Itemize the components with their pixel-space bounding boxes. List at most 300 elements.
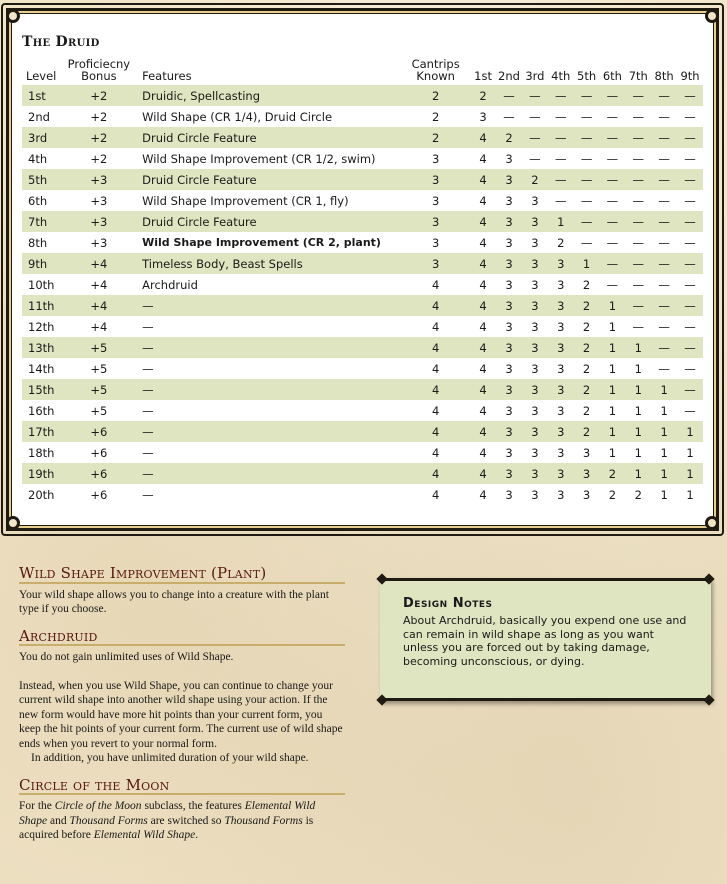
cell-spell-slot: 3: [505, 277, 513, 292]
cell-spell-slot: 3: [505, 361, 513, 376]
cell-spell-slot: —: [677, 295, 703, 316]
cell-spell-slot: 4: [470, 337, 496, 358]
cell-spell-slot: —: [548, 85, 574, 106]
cell-spell-slot: —: [651, 211, 677, 232]
cell-spell-slot: 4: [470, 127, 496, 148]
section-heading-archdruid: Archdruid: [19, 629, 345, 647]
cell-cantrips: 4: [401, 295, 470, 316]
cell-spell-slot: —: [677, 379, 703, 400]
cell-spell-slot: 3: [557, 361, 565, 376]
cell-spell-slot: 3: [505, 235, 513, 250]
cell-level: 18th: [28, 445, 55, 460]
cell-spell-slot: —: [651, 169, 677, 190]
cell-level: 17th: [22, 421, 66, 442]
cell-level: 15th: [22, 379, 66, 400]
cell-cantrips: 3: [401, 211, 470, 232]
cell-proficiency: +5: [66, 337, 133, 358]
cell-spell-slot: 3: [522, 253, 548, 274]
cell-spell-slot: 3: [531, 487, 539, 502]
cell-spell-slot: 3: [531, 193, 539, 208]
cell-spell-slot: 1: [634, 361, 642, 376]
cell-spell-slot: —: [600, 127, 626, 148]
cell-features: —: [132, 337, 401, 358]
cell-spell-slot: —: [554, 193, 567, 208]
cell-spell-slot: 1: [651, 379, 677, 400]
header-slot: 9th: [680, 69, 700, 83]
cell-features: Wild Shape Improvement (CR 2, plant): [142, 236, 381, 249]
cell-proficiency: +6: [66, 463, 133, 484]
cell-spell-slot: —: [684, 361, 696, 376]
cell-spell-slot: 1: [634, 445, 642, 460]
cell-spell-slot: —: [606, 235, 619, 250]
cell-spell-slot: —: [658, 151, 670, 166]
cell-spell-slot: 3: [496, 169, 522, 190]
note-border-ornament: [376, 694, 387, 705]
table-row: [22, 169, 703, 190]
cell-spell-slot: —: [684, 319, 696, 334]
cell-features: Druid Circle Feature: [132, 169, 401, 190]
cell-level: 13th: [22, 337, 66, 358]
cell-cantrips: 4: [432, 361, 440, 376]
cell-spell-slot: —: [529, 151, 541, 166]
cell-features: Wild Shape Improvement (CR 1/2, swim): [142, 151, 376, 166]
cell-spell-slot: 3: [496, 337, 522, 358]
cell-proficiency: +5: [90, 361, 108, 376]
cell-spell-slot: 3: [522, 379, 548, 400]
cell-spell-slot: 4: [479, 235, 487, 250]
archdruid-paragraph-1: You do not gain unlimited uses of Wild Shape.: [19, 651, 234, 663]
cell-spell-slot: 1: [608, 361, 617, 376]
cell-spell-slot: 3: [531, 403, 539, 418]
italic-run: Circle of the Moon: [54, 800, 142, 812]
cell-proficiency: +2: [90, 151, 108, 166]
cell-spell-slot: 3: [522, 337, 548, 358]
cell-spell-slot: 3: [582, 445, 591, 460]
cell-spell-slot: 4: [470, 463, 496, 484]
circle-of-the-moon-paragraph: [19, 799, 345, 843]
cell-spell-slot: 3: [557, 445, 565, 460]
cell-spell-slot: 3: [496, 379, 522, 400]
cell-spell-slot: —: [522, 85, 548, 106]
header-cantrips-top: Cantrips: [411, 57, 460, 71]
cell-spell-slot: —: [632, 277, 645, 292]
cell-cantrips: 4: [432, 403, 440, 418]
cell-spell-slot: 3: [505, 151, 513, 166]
cell-proficiency: +3: [66, 169, 133, 190]
cell-spell-slot: 1: [660, 487, 668, 502]
table-row: [22, 442, 703, 463]
cell-spell-slot: —: [600, 211, 626, 232]
cell-spell-slot: 3: [548, 421, 574, 442]
header-slot: 8th: [654, 69, 674, 83]
cell-spell-slot: 4: [479, 277, 487, 292]
cell-spell-slot: 4: [479, 487, 487, 502]
cell-spell-slot: 3: [522, 463, 548, 484]
cell-spell-slot: 3: [557, 487, 565, 502]
cell-spell-slot: 3: [522, 211, 548, 232]
cell-cantrips: 3: [401, 169, 470, 190]
cell-spell-slot: 2: [582, 403, 591, 418]
cell-spell-slot: —: [684, 151, 696, 166]
cell-proficiency: +6: [90, 445, 108, 460]
cell-spell-slot: 4: [470, 295, 496, 316]
italic-run: Thousand Forms: [224, 814, 303, 827]
cell-spell-slot: —: [684, 193, 696, 208]
frame-corner-ornament: [6, 9, 20, 23]
cell-cantrips: 3: [432, 235, 440, 250]
cell-features: —: [132, 379, 401, 400]
cell-spell-slot: 3: [496, 463, 522, 484]
cell-spell-slot: 3: [531, 319, 539, 334]
table-row: [22, 127, 703, 148]
cell-spell-slot: 2: [470, 85, 496, 106]
cell-spell-slot: 2: [557, 235, 565, 250]
cell-level: 16th: [28, 403, 55, 418]
cell-spell-slot: 4: [479, 445, 487, 460]
header-level: Level: [26, 69, 57, 83]
cell-spell-slot: —: [632, 151, 645, 166]
cell-spell-slot: —: [625, 85, 651, 106]
header-features: Features: [142, 69, 192, 83]
header-slot: 2nd: [498, 69, 520, 83]
cell-spell-slot: 3: [548, 253, 574, 274]
header-slot: 4th: [551, 69, 571, 83]
cell-spell-slot: 4: [479, 193, 487, 208]
cell-spell-slot: —: [574, 211, 600, 232]
table-row: [22, 148, 703, 169]
cell-spell-slot: 2: [574, 295, 600, 316]
druid-class-table: [22, 58, 703, 505]
cell-spell-slot: —: [651, 295, 677, 316]
cell-features: Druid Circle Feature: [132, 211, 401, 232]
cell-features: Druidic, Spellcasting: [132, 85, 401, 106]
table-row: [22, 484, 703, 505]
header-slot: 7th: [628, 69, 648, 83]
cell-spell-slot: —: [496, 85, 522, 106]
text-run: For the: [19, 800, 55, 812]
cell-spell-slot: 1: [600, 337, 626, 358]
table-row: [22, 232, 703, 253]
cell-spell-slot: 3: [496, 295, 522, 316]
cell-spell-slot: —: [548, 127, 574, 148]
cell-spell-slot: —: [677, 211, 703, 232]
italic-run: Elemental Wild Shape: [93, 829, 196, 841]
cell-features: —: [142, 403, 154, 418]
cell-spell-slot: 3: [557, 319, 565, 334]
wild-shape-paragraph: Your wild shape allows you to change into a creature with the plant type if you choose.: [19, 588, 329, 615]
cell-cantrips: 2: [432, 109, 440, 124]
cell-spell-slot: 1: [651, 421, 677, 442]
cell-proficiency: +6: [90, 487, 108, 502]
table-row: [22, 463, 703, 484]
cell-spell-slot: 3: [522, 421, 548, 442]
cell-level: 2nd: [28, 109, 50, 124]
cell-spell-slot: —: [522, 127, 548, 148]
section-heading-circle-of-the-moon: Circle of the Moon: [19, 778, 345, 796]
cell-spell-slot: —: [554, 109, 567, 124]
cell-spell-slot: —: [548, 169, 574, 190]
cell-spell-slot: 2: [574, 337, 600, 358]
italic-run: Thousand Forms: [69, 814, 148, 827]
cell-spell-slot: —: [529, 109, 541, 124]
cell-spell-slot: 1: [660, 403, 668, 418]
cell-spell-slot: 4: [479, 319, 487, 334]
cell-spell-slot: 2: [600, 463, 626, 484]
cell-level: 11th: [22, 295, 66, 316]
italic-run: Elemental Wild Shape: [19, 800, 316, 827]
note-border-ornament: [376, 573, 387, 584]
cell-cantrips: 3: [401, 253, 470, 274]
cell-spell-slot: 4: [470, 421, 496, 442]
cell-features: Wild Shape Improvement (CR 1, fly): [142, 193, 349, 208]
cell-spell-slot: —: [580, 193, 593, 208]
table-row: [22, 274, 703, 295]
cell-spell-slot: —: [580, 151, 593, 166]
table-row: [22, 358, 703, 379]
cell-spell-slot: —: [632, 319, 645, 334]
cell-spell-slot: 1: [548, 211, 574, 232]
cell-spell-slot: —: [625, 253, 651, 274]
cell-spell-slot: —: [684, 235, 696, 250]
cell-spell-slot: 4: [470, 211, 496, 232]
cell-spell-slot: 3: [531, 445, 539, 460]
cell-spell-slot: —: [658, 319, 670, 334]
cell-spell-slot: 3: [557, 403, 565, 418]
table-row: [22, 190, 703, 211]
cell-features: Archdruid: [142, 277, 198, 292]
cell-spell-slot: 1: [651, 463, 677, 484]
cell-spell-slot: 2: [634, 487, 642, 502]
cell-spell-slot: 1: [625, 379, 651, 400]
cell-cantrips: 2: [401, 85, 470, 106]
design-notes-body: About Archdruid, basically you expend one use and can remain in wild shape as long as you want unless you are forced out by taking damage, becoming unconscious, or dying.: [403, 614, 687, 668]
cell-spell-slot: —: [658, 361, 670, 376]
cell-spell-slot: 1: [686, 487, 694, 502]
cell-proficiency: +3: [66, 211, 133, 232]
cell-spell-slot: —: [658, 109, 670, 124]
header-slot: 3rd: [525, 69, 545, 83]
table-body: [22, 85, 703, 505]
cell-spell-slot: 4: [479, 361, 487, 376]
cell-proficiency: +4: [66, 253, 133, 274]
cell-proficiency: +6: [66, 421, 133, 442]
header-slot: 6th: [602, 69, 622, 83]
frame-corner-ornament: [705, 9, 719, 23]
cell-level: 10th: [28, 277, 55, 292]
cell-spell-slot: —: [632, 235, 645, 250]
cell-level: 6th: [28, 193, 48, 208]
cell-cantrips: 4: [432, 319, 440, 334]
cell-spell-slot: —: [600, 85, 626, 106]
cell-spell-slot: 3: [557, 277, 565, 292]
cell-spell-slot: —: [606, 151, 619, 166]
cell-spell-slot: 3: [496, 211, 522, 232]
cell-level: 14th: [28, 361, 55, 376]
cell-spell-slot: 3: [574, 463, 600, 484]
cell-cantrips: 4: [432, 445, 440, 460]
cell-spell-slot: —: [651, 127, 677, 148]
cell-spell-slot: —: [554, 151, 567, 166]
cell-spell-slot: —: [625, 127, 651, 148]
cell-level: 19th: [22, 463, 66, 484]
rules-text-column: [19, 566, 345, 843]
cell-cantrips: 4: [401, 337, 470, 358]
table-row: [22, 379, 703, 400]
cell-spell-slot: 1: [686, 445, 694, 460]
cell-spell-slot: 1: [600, 379, 626, 400]
table-row: [22, 85, 703, 106]
cell-spell-slot: —: [658, 277, 670, 292]
design-notes-title: Design Notes: [403, 596, 493, 611]
cell-spell-slot: —: [651, 85, 677, 106]
cell-spell-slot: 1: [660, 445, 668, 460]
cell-spell-slot: 3: [505, 445, 513, 460]
cell-spell-slot: 3: [496, 421, 522, 442]
cell-spell-slot: —: [625, 211, 651, 232]
cell-level: 3rd: [22, 127, 66, 148]
cell-spell-slot: 3: [522, 295, 548, 316]
cell-spell-slot: 1: [677, 421, 703, 442]
cell-spell-slot: 2: [582, 361, 591, 376]
cell-spell-slot: 1: [600, 421, 626, 442]
note-border-ornament: [703, 694, 714, 705]
cell-spell-slot: —: [684, 403, 696, 418]
table-header-row: [22, 58, 703, 85]
cell-cantrips: 4: [432, 487, 440, 502]
cell-spell-slot: —: [632, 193, 645, 208]
cell-cantrips: 4: [401, 379, 470, 400]
cell-features: —: [132, 463, 401, 484]
cell-cantrips: 4: [401, 463, 470, 484]
cell-spell-slot: 1: [574, 253, 600, 274]
cell-spell-slot: 2: [496, 127, 522, 148]
cell-spell-slot: 2: [574, 421, 600, 442]
cell-spell-slot: —: [625, 169, 651, 190]
cell-level: 1st: [22, 85, 66, 106]
header-proficiency-top: Proficiecny: [67, 57, 131, 71]
cell-proficiency: +4: [90, 277, 108, 292]
cell-spell-slot: 3: [505, 487, 513, 502]
note-border-ornament: [703, 573, 714, 584]
cell-level: 8th: [28, 235, 48, 250]
archdruid-paragraph-2: Instead, when you use Wild Shape, you can continue to change your current wild shape into another wild shape using your action. If the new form would have more hit points than your current form, you keep the hit points of your current form. The current use of wild shape ends when you revert to your normal form.: [19, 679, 343, 750]
cell-spell-slot: 3: [505, 319, 513, 334]
cell-spell-slot: 1: [625, 421, 651, 442]
cell-spell-slot: —: [574, 169, 600, 190]
cell-features: Druid Circle Feature: [132, 127, 401, 148]
cell-spell-slot: —: [658, 193, 670, 208]
cell-features: Wild Shape (CR 1/4), Druid Circle: [142, 109, 333, 124]
text-run: and: [47, 814, 70, 827]
cell-spell-slot: 3: [531, 277, 539, 292]
cell-features: —: [132, 421, 401, 442]
cell-spell-slot: —: [677, 85, 703, 106]
design-notes-box: [380, 578, 711, 701]
header-proficiency: [66, 58, 133, 85]
text-run: subclass, the features: [141, 800, 245, 812]
cell-spell-slot: 4: [479, 403, 487, 418]
cell-spell-slot: —: [606, 109, 619, 124]
cell-level: 12th: [28, 319, 55, 334]
cell-spell-slot: 2: [608, 487, 617, 502]
cell-spell-slot: —: [580, 109, 593, 124]
cell-spell-slot: 3: [479, 109, 487, 124]
cell-spell-slot: 4: [470, 379, 496, 400]
cell-spell-slot: 3: [582, 487, 591, 502]
cell-proficiency: +2: [66, 85, 133, 106]
cell-spell-slot: 4: [470, 253, 496, 274]
cell-spell-slot: —: [574, 85, 600, 106]
cell-proficiency: +4: [66, 295, 133, 316]
cell-spell-slot: —: [600, 169, 626, 190]
cell-proficiency: +3: [90, 193, 108, 208]
cell-spell-slot: —: [677, 127, 703, 148]
cell-spell-slot: —: [600, 253, 626, 274]
cell-level: 20th: [28, 487, 55, 502]
cell-spell-slot: —: [677, 253, 703, 274]
cell-spell-slot: 1: [677, 463, 703, 484]
cell-spell-slot: —: [606, 277, 619, 292]
cell-features: Timeless Body, Beast Spells: [132, 253, 401, 274]
cell-cantrips: 4: [432, 277, 440, 292]
cell-spell-slot: —: [606, 193, 619, 208]
cell-proficiency: +2: [90, 109, 108, 124]
cell-proficiency: +5: [90, 403, 108, 418]
header-cantrips: [401, 58, 470, 85]
cell-spell-slot: 3: [505, 403, 513, 418]
cell-spell-slot: —: [684, 109, 696, 124]
cell-spell-slot: 1: [625, 337, 651, 358]
cell-proficiency: +4: [90, 319, 108, 334]
cell-level: 4th: [28, 151, 48, 166]
text-run: .: [195, 829, 199, 841]
table-row: [22, 211, 703, 232]
section-heading-wild-shape: Wild Shape Improvement (Plant): [19, 566, 345, 584]
frame-corner-ornament: [705, 516, 719, 530]
header-cantrips-bottom: Known: [416, 69, 455, 83]
header-slot: 5th: [577, 69, 597, 83]
cell-spell-slot: —: [574, 127, 600, 148]
table-row: [22, 400, 703, 421]
cell-features: —: [142, 487, 154, 502]
cell-proficiency: +2: [66, 127, 133, 148]
text-run: is acquired before: [19, 814, 314, 841]
archdruid-paragraph-3: In addition, you have unlimited duration of your wild shape.: [31, 752, 309, 764]
cell-spell-slot: —: [580, 235, 593, 250]
cell-cantrips: 2: [401, 127, 470, 148]
table-row: [22, 295, 703, 316]
cell-spell-slot: 3: [531, 361, 539, 376]
table-row: [22, 337, 703, 358]
cell-spell-slot: 2: [582, 319, 591, 334]
cell-proficiency: +3: [90, 235, 108, 250]
cell-spell-slot: 3: [505, 193, 513, 208]
cell-spell-slot: 3: [548, 379, 574, 400]
header-slot: 1st: [474, 69, 492, 83]
cell-spell-slot: 1: [634, 403, 642, 418]
text-run: are switched so: [147, 814, 225, 827]
cell-features: —: [142, 361, 154, 376]
cell-cantrips: 3: [432, 151, 440, 166]
cell-spell-slot: —: [651, 337, 677, 358]
cell-level: 9th: [22, 253, 66, 274]
cell-features: —: [142, 445, 154, 460]
cell-spell-slot: 3: [531, 235, 539, 250]
cell-spell-slot: 4: [479, 151, 487, 166]
cell-spell-slot: —: [651, 253, 677, 274]
cell-cantrips: 4: [401, 421, 470, 442]
cell-level: 5th: [22, 169, 66, 190]
